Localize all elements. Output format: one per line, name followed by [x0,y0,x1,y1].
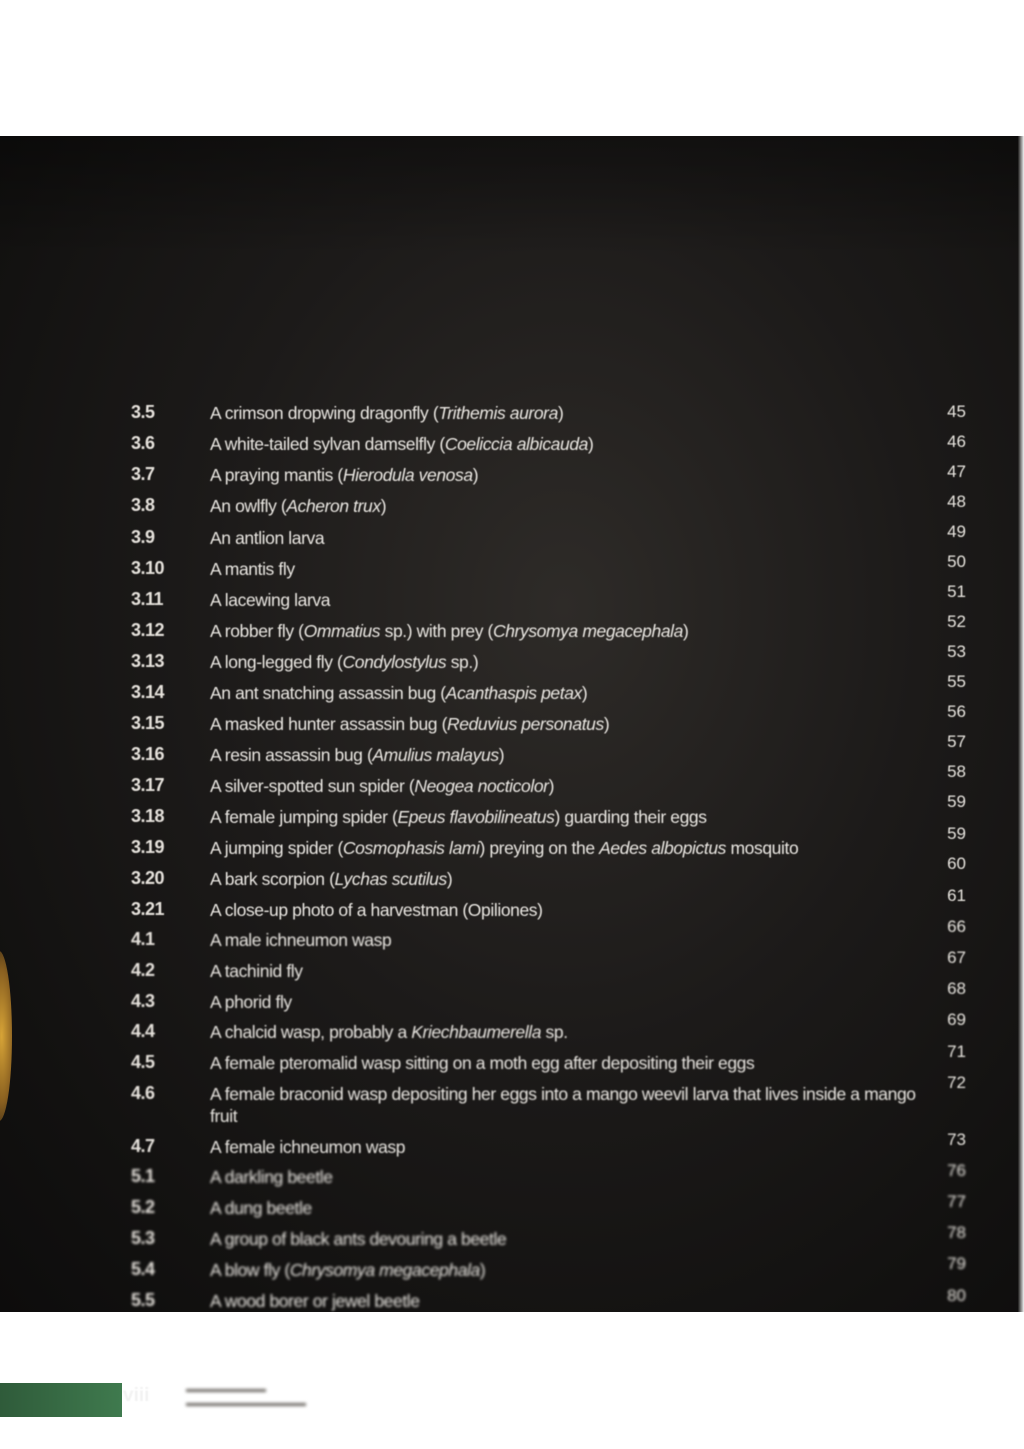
caption-text: ) [446,869,453,889]
caption-text: A darkling beetle [210,1167,333,1187]
page-number: 61 [947,886,966,905]
figure-caption [210,495,925,517]
figure-number: 5.1 [131,1166,155,1186]
figure-number: 3.19 [131,837,165,857]
caption-italic: Cosmophasis lami [342,838,480,858]
figure-caption [210,1052,925,1074]
caption-text: A phorid fly [210,992,292,1012]
figure-caption [210,651,925,673]
caption-text: A female ichneumon wasp [210,1137,406,1157]
figure-caption [210,837,925,859]
page-number: 47 [947,462,966,481]
figure-caption [210,868,925,890]
caption-text: A jumping spider ( [210,838,343,858]
caption-text: ) [498,745,505,765]
figure-caption [210,1083,930,1127]
caption-text: ) [588,434,594,454]
caption-text: A group of black ants devouring a beetle [210,1229,507,1249]
figure-number: 3.16 [131,744,165,764]
caption-italic: Chrysomya megacephala [492,621,683,641]
page-number: 73 [947,1130,966,1149]
page-number: 53 [947,642,966,661]
figure-number: 4.1 [131,929,155,949]
page-number: 71 [947,1042,966,1061]
caption-text: ) [548,776,555,796]
caption-text: ) [479,1260,486,1280]
figure-number: 3.8 [131,495,155,515]
list-of-figures [0,136,1024,1312]
caption-text: An antlion larva [210,528,325,548]
caption-text: A blow fly ( [210,1260,290,1280]
caption-text: A dung beetle [210,1198,312,1218]
page-number: 59 [947,792,966,811]
caption-italic: Neogea nocticolor [414,776,549,796]
caption-text: A crimson dropwing dragonfly ( [210,403,439,423]
figure-number: 3.17 [131,775,165,795]
caption-text: A masked hunter assassin bug ( [210,714,448,734]
caption-italic: Condylostylus [342,652,447,672]
caption-text: A lacewing larva [210,590,331,610]
figure-number: 3.9 [131,527,155,547]
caption-text: A wood borer or jewel beetle [210,1291,420,1311]
page-number: 50 [947,552,966,571]
footer-color-band [0,1383,122,1417]
figure-number: 4.2 [131,960,155,980]
page-number: 76 [947,1161,966,1180]
figure-number: 3.15 [131,713,165,733]
figure-caption [210,929,925,951]
running-footer: ▬▬▬▬▬▬▬▬ ▬▬▬▬▬▬▬▬▬▬▬▬ [186,1384,306,1409]
figure-number: 3.10 [131,558,165,578]
figure-number: 3.5 [131,402,155,422]
page-number: 59 [947,824,966,843]
page-number: 58 [947,762,966,781]
figure-caption [210,744,925,766]
figure-number: 3.7 [131,464,155,484]
caption-text: A white-tailed sylvan damselfly ( [210,434,445,454]
caption-text: A resin assassin bug ( [210,745,373,765]
caption-text: A close-up photo of a harvestman (Opiliones) [210,900,543,920]
caption-text: A mantis fly [210,559,295,579]
caption-text: mosquito [726,838,799,858]
figure-number: 5.4 [131,1259,155,1279]
caption-text: A male ichneumon wasp [210,930,392,950]
page-number: 66 [947,917,966,936]
page-number: 79 [947,1254,966,1273]
figure-number: 3.21 [131,899,165,919]
caption-text: A silver-spotted sun spider ( [210,776,415,796]
figure-caption [210,1228,925,1250]
caption-italic: Acheron trux [286,496,381,516]
figure-number: 3.6 [131,433,155,453]
page-number: 78 [947,1223,966,1242]
caption-italic: Chrysomya megacephala [289,1260,480,1280]
caption-text: ) [380,496,387,516]
page-number: 49 [947,522,966,541]
figure-number: 4.7 [131,1136,155,1156]
caption-text: ) [557,403,564,423]
page-number: 77 [947,1192,966,1211]
caption-italic: Trithemis aurora [438,403,558,423]
figure-caption [210,713,925,735]
figure-number: 5.3 [131,1228,155,1248]
figure-caption [210,402,925,424]
figure-caption [210,589,925,611]
caption-italic: Ommatius [303,621,381,641]
caption-italic: Hierodula venosa [342,465,473,485]
page-number: 48 [947,492,966,511]
figure-number: 5.5 [131,1290,155,1310]
figure-number: 4.6 [131,1083,155,1103]
page-number: 80 [947,1286,966,1305]
caption-text: A bark scorpion ( [210,869,335,889]
figure-number: 4.4 [131,1021,155,1041]
caption-text: A praying mantis ( [210,465,343,485]
page-number: 68 [947,979,966,998]
figure-caption [210,775,925,797]
figure-caption [210,1290,925,1312]
figure-number: 3.13 [131,651,165,671]
page-number: 69 [947,1010,966,1029]
figure-number: 3.11 [131,589,164,609]
caption-italic: Coeliccia albicauda [444,434,589,454]
page-number: 72 [947,1073,966,1092]
caption-text: ) [603,714,610,734]
figure-caption [210,899,925,921]
caption-italic: Amulius malayus [372,745,499,765]
figure-number: 3.12 [131,620,165,640]
page-folio: viii [123,1385,150,1406]
figure-caption [210,806,925,828]
caption-text: A female braconid wasp depositing her eggs into a mango weevil larva that lives inside a mango fruit [210,1084,916,1126]
caption-italic: Reduvius personatus [447,714,604,734]
caption-text: ) preying on the [479,838,600,858]
figure-caption [210,527,925,549]
page-number: 52 [947,612,966,631]
caption-text: ) [683,621,689,641]
figure-caption [210,960,925,982]
figure-number: 3.14 [131,682,165,702]
caption-text: A female pteromalid wasp sitting on a moth egg after depositing their eggs [210,1053,755,1073]
page-number: 60 [947,854,966,873]
caption-italic: Kriechbaumerella [411,1022,542,1042]
caption-text: ) guarding their eggs [554,807,707,827]
figure-caption [210,558,925,580]
caption-text: ) [472,465,479,485]
caption-italic: Aedes albopictus [599,838,727,858]
figure-caption [210,1166,925,1188]
caption-text: ) [581,683,588,703]
figure-caption [210,991,925,1013]
page-photo [0,136,1024,1312]
figure-caption [210,1259,925,1281]
page-number: 46 [947,432,966,451]
figure-number: 5.2 [131,1197,155,1217]
caption-text: sp. [541,1022,568,1042]
page-number: 56 [947,702,966,721]
page-number: 51 [947,582,966,601]
figure-caption [210,1197,925,1219]
caption-text: A tachinid fly [210,961,303,981]
page-number: 55 [947,672,966,691]
figure-number: 3.20 [131,868,165,888]
page-number: 67 [947,948,966,967]
figure-caption [210,1136,925,1158]
caption-italic: Lychas scutilus [334,869,447,889]
page-number: 45 [947,402,966,421]
figure-caption [210,682,925,704]
caption-text: An owlfly ( [210,496,287,516]
figure-caption [210,1021,925,1043]
figure-number: 3.18 [131,806,165,826]
figure-caption [210,620,925,642]
caption-text: A long-legged fly ( [210,652,343,672]
figure-number: 4.5 [131,1052,155,1072]
caption-text: sp.) with prey ( [380,621,493,641]
caption-text: A chalcid wasp, probably a [210,1022,412,1042]
caption-italic: Epeus flavobilineatus [397,807,555,827]
figure-number: 4.3 [131,991,155,1011]
page-number: 57 [947,732,966,751]
caption-italic: Acanthaspis petax [445,683,582,703]
caption-text: An ant snatching assassin bug ( [210,683,446,703]
caption-text: sp.) [446,652,479,672]
caption-text: A robber fly ( [210,621,304,641]
caption-text: A female jumping spider ( [210,807,398,827]
figure-caption [210,433,925,455]
figure-caption [210,464,925,486]
